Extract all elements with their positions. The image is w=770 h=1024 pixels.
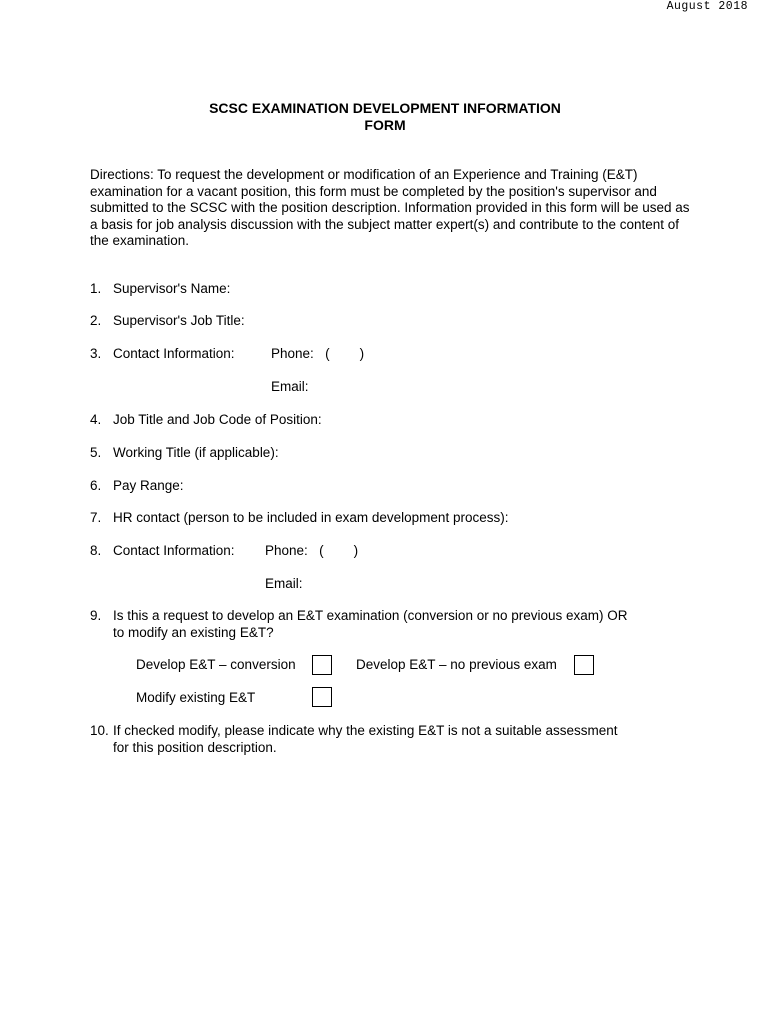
supervisor-phone — [271, 346, 364, 363]
item-modify-reason — [90, 723, 618, 740]
paren-open: ( — [325, 346, 330, 361]
phone-label: Phone: — [271, 346, 314, 361]
item-number: 4. — [90, 412, 102, 427]
paren-open: ( — [319, 543, 324, 558]
form-title-line-2: FORM — [364, 117, 406, 133]
item-number: 6. — [90, 478, 102, 493]
directions-paragraph: Directions: To request the development or modification of an Experience and Training (E&T) examination for a vacant position, this form must be completed by the position's supervisor and submitted to the SCSC with the position description. Information provided in this form will be used as a basis for job analysis discussion with the subject matter expert(s) and contribute to the content of the examination. — [90, 167, 690, 249]
item-number: 3. — [90, 346, 102, 361]
item-label: HR contact (person to be included in exam development process): — [113, 510, 509, 525]
item-request-type — [90, 608, 628, 625]
option-no-previous-label: Develop E&T – no previous exam — [356, 657, 557, 672]
item-label: Job Title and Job Code of Position: — [113, 412, 322, 427]
item-number: 10. — [90, 723, 109, 738]
paren-close: ) — [359, 346, 365, 361]
item-number: 9. — [90, 608, 102, 623]
item-label: Supervisor's Name: — [113, 281, 231, 296]
item-modify-reason-line-2: for this position description. — [113, 740, 277, 755]
item-request-type-line-2: to modify an existing E&T? — [113, 625, 274, 640]
checkbox-develop-no-previous[interactable] — [574, 655, 594, 675]
phone-label: Phone: — [265, 543, 308, 558]
item-number: 5. — [90, 445, 102, 460]
form-title — [0, 100, 770, 134]
item-label: Supervisor's Job Title: — [113, 313, 245, 328]
item-job-title-code — [90, 412, 322, 429]
paren-close: ) — [353, 543, 359, 558]
option-modify-label: Modify existing E&T — [136, 690, 256, 705]
option-conversion-label: Develop E&T – conversion — [136, 657, 296, 672]
hr-phone — [265, 543, 358, 560]
form-date: August 2018 — [666, 0, 748, 13]
checkbox-modify-existing[interactable] — [312, 687, 332, 707]
item-number: 2. — [90, 313, 102, 328]
item-label: Contact Information: — [113, 543, 235, 558]
checkbox-develop-conversion[interactable] — [312, 655, 332, 675]
item-label: If checked modify, please indicate why the existing E&T is not a suitable assessment — [113, 723, 618, 738]
item-pay-range — [90, 478, 184, 495]
item-label: Pay Range: — [113, 478, 184, 493]
item-label: Contact Information: — [113, 346, 235, 361]
item-number: 8. — [90, 543, 102, 558]
item-working-title — [90, 445, 279, 462]
item-supervisor-name — [90, 281, 230, 298]
item-supervisor-contact — [90, 346, 235, 363]
item-hr-contact — [90, 510, 508, 527]
supervisor-email-label: Email: — [271, 379, 309, 394]
item-hr-contact-info — [90, 543, 235, 560]
item-number: 1. — [90, 281, 102, 296]
form-title-line-1: SCSC EXAMINATION DEVELOPMENT INFORMATION — [209, 100, 561, 116]
item-supervisor-job-title — [90, 313, 245, 330]
item-number: 7. — [90, 510, 102, 525]
item-label: Working Title (if applicable): — [113, 445, 279, 460]
item-label: Is this a request to develop an E&T examination (conversion or no previous exam) OR — [113, 608, 628, 623]
hr-email-label: Email: — [265, 576, 303, 591]
